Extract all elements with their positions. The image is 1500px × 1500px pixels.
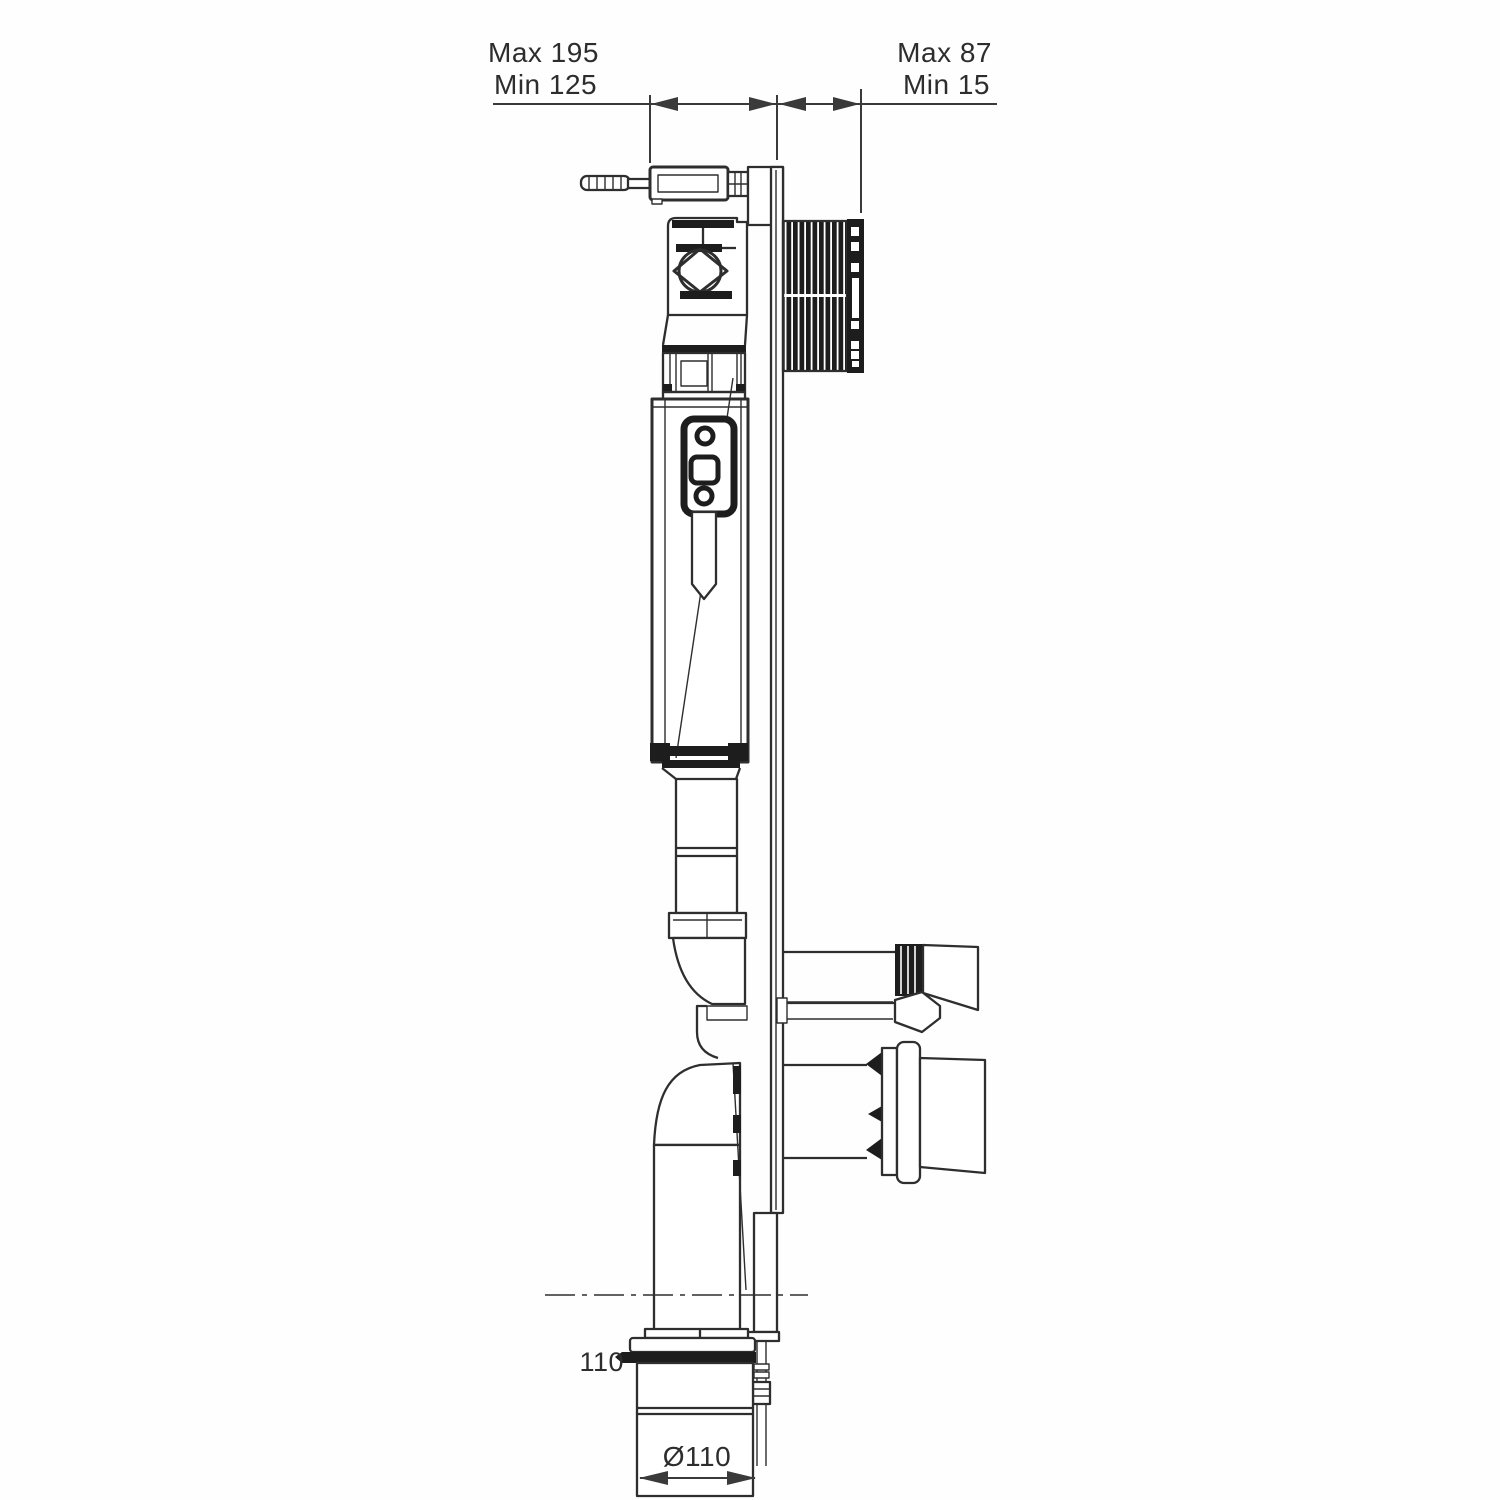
- foot-rod-ring-a: [754, 1364, 769, 1370]
- soil-connector: [783, 1042, 985, 1183]
- depth-max-label: Max 195: [488, 37, 599, 68]
- depth-min-label: Min 125: [494, 69, 598, 100]
- neck-slant-left: [662, 768, 676, 779]
- wall-offset-max-label: Max 87: [897, 37, 992, 68]
- flush-elbow: [673, 938, 745, 1004]
- inlet-connector-threads: [728, 172, 748, 196]
- dim-arrow: [833, 97, 860, 111]
- soil-conn-cone: [920, 1058, 985, 1173]
- wall-offset-min-label: Min 15: [902, 69, 990, 100]
- sleeve-seal-band: [615, 1352, 756, 1363]
- wall-protection-box: [783, 219, 864, 373]
- pipe-diameter-label: 110: [579, 1347, 624, 1377]
- dim-arrow: [651, 97, 678, 111]
- dim-arrow: [779, 97, 806, 111]
- bottom-diameter-label: Ø110: [662, 1441, 732, 1472]
- tank-bottom-band2: [662, 760, 740, 768]
- housing-top-bar: [672, 220, 734, 228]
- soil-conn-fin-c: [866, 1138, 882, 1160]
- flange-nut-right: [728, 743, 748, 761]
- corrugation-seam: [783, 294, 847, 297]
- inlet-valve-tab: [652, 199, 662, 204]
- fixing-rod-nut: [777, 998, 787, 1023]
- box-end-cap-holes: [851, 227, 859, 367]
- flush-mechanism: [684, 419, 734, 514]
- inlet-shaft: [628, 179, 652, 188]
- housing-left-slant: [663, 315, 668, 345]
- bend-clip-a: [733, 1066, 741, 1094]
- cistern: [650, 218, 748, 779]
- frame-rail-bar: [771, 167, 783, 1213]
- bend-clip-c: [733, 1160, 741, 1176]
- soil-conn-collar2: [897, 1042, 920, 1183]
- foot-adjust-nut: [753, 1382, 770, 1404]
- flush-pipe: [676, 779, 737, 913]
- leg-bar: [754, 1213, 777, 1332]
- flush-pipe-assembly: [669, 779, 747, 1058]
- soil-conn-collar1: [882, 1048, 897, 1175]
- collar-clip-right: [736, 384, 745, 392]
- frame-rail: [748, 167, 783, 1213]
- collar-clip-left: [663, 384, 672, 392]
- collar-band-top: [662, 345, 746, 353]
- fixing-rod-cone-gasket: [895, 992, 940, 1032]
- dim-arrow: [749, 97, 776, 111]
- foot-rod-ring-b: [754, 1372, 769, 1378]
- overflow-rod: [692, 512, 716, 599]
- outlet-downpipe: [654, 1145, 740, 1330]
- soil-conn-fin-a: [866, 1052, 882, 1076]
- water-inlet-valve: [581, 167, 748, 204]
- soil-conn-fin-b: [868, 1106, 882, 1122]
- flush-conn-ribbed: [895, 944, 923, 996]
- outlet-bend: [654, 1063, 740, 1145]
- valve-bar-lower: [680, 291, 732, 299]
- outlet-bend-assembly: [654, 1063, 746, 1330]
- inlet-valve-body: [650, 167, 728, 200]
- flush-connector: [777, 944, 978, 1032]
- bend-clip-b: [733, 1115, 741, 1133]
- housing-right-slant: [745, 315, 747, 345]
- pan-bracket-bar: [707, 1006, 747, 1020]
- sleeve-lip: [645, 1329, 748, 1338]
- flange-nut-left: [650, 743, 670, 761]
- sleeve-flange: [630, 1338, 755, 1352]
- neck-slant-right: [736, 768, 740, 779]
- wall-connectors: [777, 944, 985, 1183]
